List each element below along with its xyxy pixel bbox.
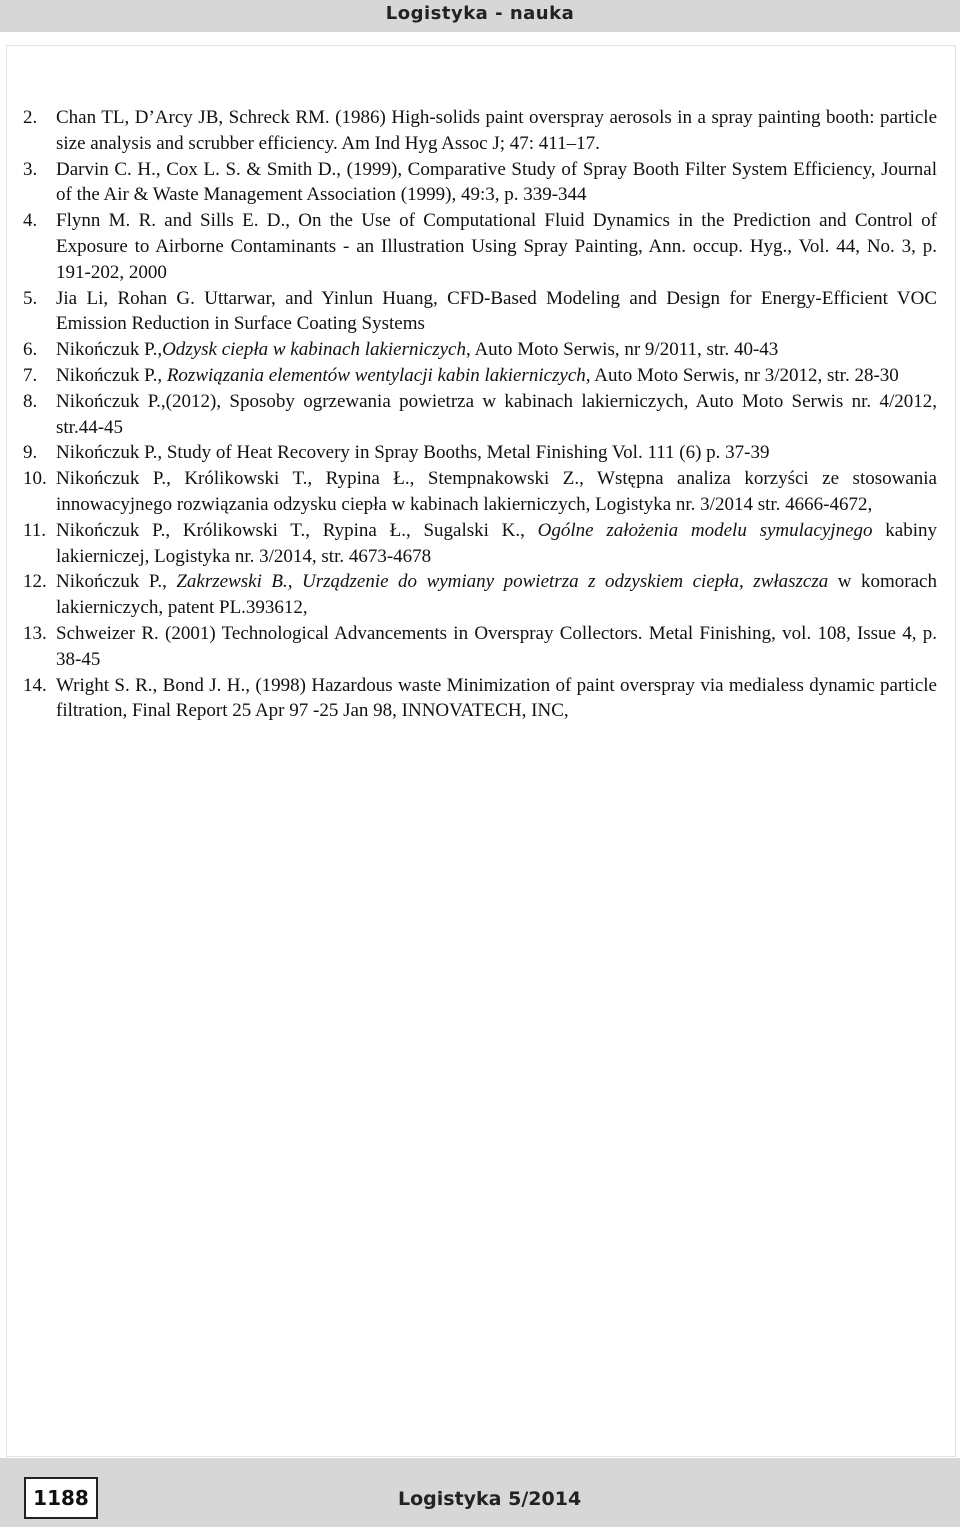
reference-title: Rozwiązania elementów wentylacji kabin lakierniczych, [166, 364, 591, 386]
reference-source: kabiny lakierniczej, Logistyka nr. 3/2014, str. 4673-4678 [56, 519, 937, 567]
reference-list [23, 105, 937, 724]
reference-item [23, 286, 937, 338]
reference-number: 8. [23, 390, 38, 412]
reference-number: 5. [23, 287, 38, 309]
reference-item [23, 363, 937, 389]
reference-item [23, 569, 937, 621]
reference-text: Nikończuk P., Study of Heat Recovery in Spray Booths, Metal Finishing Vol. 111 (6) p. 37-39 [56, 442, 770, 464]
reference-number: 9. [23, 442, 38, 464]
reference-source: w komorach lakierniczych, patent PL.393612, [56, 571, 937, 619]
reference-number: 7. [23, 364, 38, 386]
reference-text: Wright S. R., Bond J. H., (1998) Hazardous waste Minimization of paint overspray via medialess dynamic particle filtration, Final Report 25 Apr 97 -25 Jan 98, INNOVATECH, INC, [56, 674, 937, 722]
reference-item [23, 389, 937, 441]
reference-number: 2. [23, 107, 38, 128]
reference-text: Darvin C. H., Cox L. S. & Smith D., (1999), Comparative Study of Spray Booth Filter System Efficiency, Journal of the Air & Waste Management Association (1999), 49:3, p. 339-344 [56, 158, 937, 206]
reference-item [23, 440, 937, 466]
reference-item [23, 337, 937, 363]
reference-number: 4. [23, 210, 38, 232]
reference-item [23, 621, 937, 673]
reference-number: 3. [23, 158, 38, 180]
reference-number: 6. [23, 339, 38, 361]
reference-title: Ogólne założenia modelu symulacyjnego [537, 519, 873, 541]
reference-text: Schweizer R. (2001) Technological Advancements in Overspray Collectors. Metal Finishing, vol. 108, Issue 4, p. 38-45 [56, 622, 937, 670]
reference-number: 13. [23, 622, 47, 644]
reference-authors: Nikończuk P., [56, 571, 177, 593]
reference-title: Zakrzewski B., Urządzenie do wymiany powietrza z odzyskiem ciepła, zwłaszcza [176, 571, 829, 593]
reference-item [23, 157, 937, 209]
reference-item [23, 466, 937, 518]
journal-section-title: Logistyka - nauka [385, 3, 575, 24]
reference-item [23, 518, 937, 570]
journal-issue: Logistyka 5/2014 [398, 1488, 582, 1510]
reference-number: 14. [23, 674, 47, 696]
reference-number: 12. [23, 571, 47, 593]
reference-item [23, 673, 937, 725]
reference-text: Chan TL, D’Arcy JB, Schreck RM. (1986) High-solids paint overspray aerosols in a spray painting booth: particle size analysis and scrubber efficiency. Am Ind Hyg Assoc J; 47: 411–17. [56, 107, 937, 154]
reference-text: Nikończuk P., Królikowski T., Rypina Ł., Stempnakowski Z., Wstępna analiza korzyści ze stosowania innowacyjnego rozwiązania odzysku ciepła w kabinach lakierniczych, Logistyka nr. 3/2014 str. 4666-4672, [56, 468, 937, 515]
reference-number: 10. [23, 468, 47, 490]
reference-authors: Nikończuk P., [56, 364, 167, 386]
reference-source: , Auto Moto Serwis, nr 9/2011, str. 40-43 [466, 339, 779, 361]
reference-item [23, 208, 937, 285]
reference-text: Nikończuk P.,(2012), Sposoby ogrzewania powietrza w kabinach lakierniczych, Auto Moto Serwis nr. 4/2012, str.44-45 [56, 390, 937, 438]
page-number: 1188 [24, 1477, 98, 1519]
reference-authors: Nikończuk P., [56, 339, 163, 361]
reference-authors: Nikończuk P., Królikowski T., Rypina Ł., Sugalski K., [56, 519, 538, 541]
reference-item [23, 105, 937, 157]
reference-text: Jia Li, Rohan G. Uttarwar, and Yinlun Huang, CFD-Based Modeling and Design for Energy-Efficient VOC Emission Reduction in Surface Coating Systems [56, 287, 937, 335]
reference-source: Auto Moto Serwis, nr 3/2012, str. 28-30 [590, 364, 899, 386]
reference-number: 11. [23, 519, 47, 541]
reference-title: Odzysk ciepła w kabinach lakierniczych [162, 339, 466, 361]
reference-text: Flynn M. R. and Sills E. D., On the Use of Computational Fluid Dynamics in the Prediction and Control of Exposure to Airborne Contaminants - an Illustration Using Spray Painting, Ann. occup. Hyg., Vol. 44, No. 3, p. 191-202, 2000 [56, 210, 937, 283]
